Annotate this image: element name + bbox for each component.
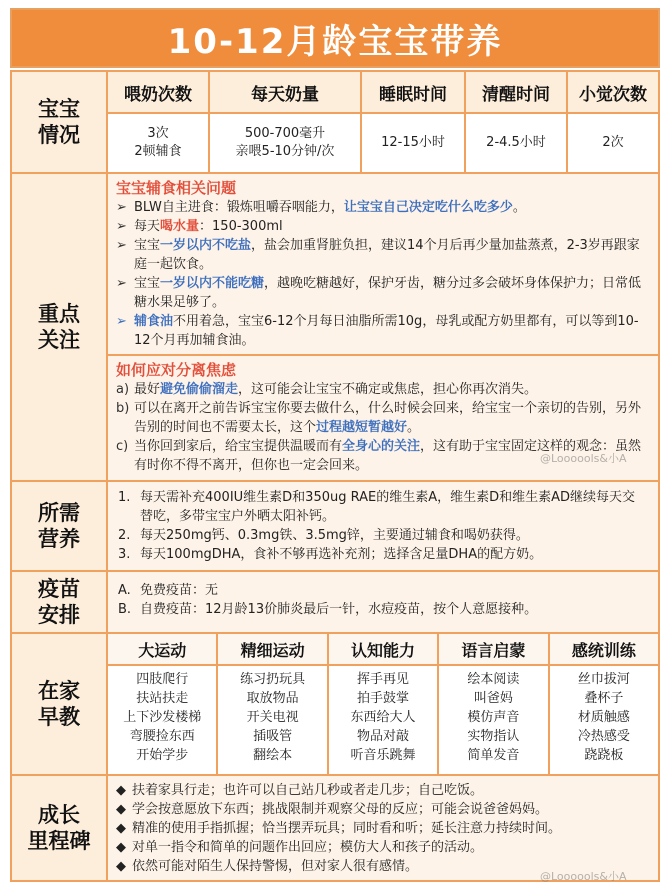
milestones-content bbox=[108, 776, 658, 880]
separation-item: a) 最好避免偷偷溜走，这可能会让宝宝不确定或焦虑，担心你再次消失。 bbox=[116, 382, 538, 397]
education-column-head: 认知能力 bbox=[329, 634, 437, 666]
focus-row bbox=[12, 174, 658, 482]
education-column-head: 大运动 bbox=[108, 634, 216, 666]
nutrition-row bbox=[12, 482, 658, 572]
status-value-row bbox=[108, 114, 658, 172]
feeding-bullet: ➢ BLW自主进食：锻炼咀嚼吞咽能力，让宝宝自己决定吃什么吃多少。 bbox=[116, 200, 526, 215]
status-value: 2次 bbox=[602, 135, 624, 150]
arrow-bullet-icon: ➢ bbox=[116, 276, 127, 291]
vaccine-row bbox=[12, 572, 658, 634]
status-table bbox=[108, 72, 658, 172]
status-value: 12-15小时 bbox=[362, 114, 466, 172]
milestone-item: ◆ 扶着家具行走；也许可以自己站几秒或者走几步；自己吃饭。 bbox=[116, 783, 484, 798]
status-value: 2-4.5小时 bbox=[466, 114, 568, 172]
status-header-row bbox=[108, 72, 658, 114]
nutrition-content bbox=[108, 482, 658, 570]
education-column-head: 语言启蒙 bbox=[439, 634, 547, 666]
education-item: 翻绘本 bbox=[253, 748, 293, 763]
feeding-section bbox=[108, 174, 658, 356]
feeding-bullet: ➢ 辅食油不用着急，宝宝6-12个月每日油脂所需10g，母乳或配方奶里都有，可以等到10-12个月再加辅食油。 bbox=[116, 314, 639, 348]
education-item: 练习扔玩具 bbox=[240, 672, 306, 687]
status-header: 清醒时间 bbox=[466, 72, 568, 112]
education-item: 听音乐跳舞 bbox=[350, 748, 416, 763]
status-value: 3次 2顿辅食 bbox=[108, 114, 210, 172]
status-value: 500-700毫升 亲喂5-10分钟/次 bbox=[210, 114, 362, 172]
arrow-bullet-icon: ➢ bbox=[116, 219, 127, 234]
milestones-row bbox=[12, 776, 658, 880]
vaccine-label: 疫苗 安排 bbox=[12, 572, 108, 632]
nutrition-item: 1. 每天需补充400IU维生素D和350ug RAE的维生素A，维生素D和维生素AD继续每天交替吃，多带宝宝户外晒太阳补钙。 bbox=[118, 490, 636, 524]
education-content bbox=[108, 634, 658, 774]
feeding-bullet: ➢ 每天喝水量：150-300ml bbox=[116, 219, 283, 234]
separation-item: b) 可以在离开之前告诉宝宝你要去做什么，什么时候会回来，给宝宝一个亲切的告别，另外告别的时间也不需要太长，这个过程越短暂越好。 bbox=[116, 401, 642, 435]
nutrition-item: 3. 每天100mgDHA，食补不够再选补充剂；选择含足量DHA的配方奶。 bbox=[118, 547, 543, 562]
education-column bbox=[439, 634, 549, 774]
focus-label: 重点 关注 bbox=[12, 174, 108, 480]
diamond-bullet-icon: ◆ bbox=[116, 840, 126, 855]
vaccine-content bbox=[108, 572, 658, 632]
status-label: 宝宝 情况 bbox=[12, 72, 108, 172]
education-item: 简单发音 bbox=[467, 748, 520, 763]
education-item: 材质触感 bbox=[577, 710, 630, 725]
milestone-item: ◆ 精准的使用手指抓握；恰当摆弄玩具；同时看和听；延长注意力持续时间。 bbox=[116, 821, 562, 836]
education-item: 叫爸妈 bbox=[473, 691, 513, 706]
status-header: 睡眠时间 bbox=[362, 72, 466, 112]
education-item: 插吸管 bbox=[253, 729, 293, 744]
education-column-head: 精细运动 bbox=[218, 634, 326, 666]
info-grid bbox=[10, 70, 660, 882]
vaccine-item: A. 免费疫苗：无 bbox=[118, 583, 219, 598]
status-row bbox=[12, 72, 658, 174]
feeding-bullet: ➢ 宝宝一岁以内不能吃糖，越晚吃糖越好，保护牙齿，糖分过多会破坏身体保护力；日常低糖水果足够了。 bbox=[116, 276, 642, 310]
diamond-bullet-icon: ◆ bbox=[116, 859, 126, 874]
education-item: 上下沙发楼梯 bbox=[123, 710, 202, 725]
separation-title: 如何应对分离焦虑 bbox=[116, 361, 237, 379]
page-title: 10-12月龄宝宝带养 bbox=[10, 8, 660, 68]
milestone-item: ◆ 学会按意愿放下东西；挑战限制并观察父母的反应；可能会说爸爸妈妈。 bbox=[116, 802, 549, 817]
education-item: 实物指认 bbox=[467, 729, 520, 744]
education-item: 叠杯子 bbox=[584, 691, 624, 706]
education-item: 扶站扶走 bbox=[136, 691, 189, 706]
education-item: 取放物品 bbox=[246, 691, 299, 706]
arrow-bullet-icon: ➢ bbox=[116, 314, 127, 329]
status-header: 喂奶次数 bbox=[108, 72, 210, 112]
education-item: 四肢爬行 bbox=[136, 672, 189, 687]
education-column bbox=[218, 634, 328, 774]
arrow-bullet-icon: ➢ bbox=[116, 200, 127, 215]
education-item: 挥手再见 bbox=[357, 672, 410, 687]
focus-content bbox=[108, 174, 658, 480]
feeding-title: 宝宝辅食相关问题 bbox=[116, 179, 237, 197]
nutrition-list bbox=[108, 482, 658, 570]
education-item: 跷跷板 bbox=[584, 748, 624, 763]
education-column bbox=[329, 634, 439, 774]
milestone-item: ◆ 依然可能对陌生人保持警惕，但对家人很有感情。 bbox=[116, 859, 419, 874]
diamond-bullet-icon: ◆ bbox=[116, 783, 126, 798]
education-item: 弯腰捡东西 bbox=[129, 729, 195, 744]
nutrition-item: 2. 每天250mg钙、0.3mg铁、3.5mg锌，主要通过辅食和喝奶获得。 bbox=[118, 528, 529, 543]
diamond-bullet-icon: ◆ bbox=[116, 821, 126, 836]
education-label: 在家 早教 bbox=[12, 634, 108, 774]
feeding-bullet: ➢ 宝宝一岁以内不吃盐，盐会加重肾脏负担，建议14个月后再少量加盐蒸煮，2-3岁再跟家庭一起饮食。 bbox=[116, 238, 640, 272]
education-item: 开始学步 bbox=[136, 748, 189, 763]
watermark: @Loooools&小A bbox=[540, 452, 627, 465]
education-item: 东西给大人 bbox=[350, 710, 416, 725]
vaccine-item: B. 自费疫苗：12月龄13价肺炎最后一针，水痘疫苗，按个人意愿接种。 bbox=[118, 602, 538, 617]
vaccine-list bbox=[108, 572, 658, 632]
status-content bbox=[108, 72, 658, 172]
milestones-list bbox=[108, 776, 658, 880]
education-column bbox=[550, 634, 658, 774]
separation-item: c) 当你回到家后，给宝宝提供温暖而有全身心的关注，这有助于宝宝固定这样的观念：虽然有时你不得不离开，但你也一定会回来。 bbox=[116, 439, 642, 473]
milestones-label: 成长 里程碑 bbox=[12, 776, 108, 880]
education-item: 丝巾拔河 bbox=[577, 672, 630, 687]
education-table bbox=[108, 634, 658, 774]
education-item: 绘本阅读 bbox=[467, 672, 520, 687]
status-header: 小觉次数 bbox=[579, 84, 647, 105]
education-item: 物品对敲 bbox=[357, 729, 410, 744]
status-header: 每天奶量 bbox=[210, 72, 362, 112]
education-item: 开关电视 bbox=[246, 710, 299, 725]
education-row bbox=[12, 634, 658, 776]
diamond-bullet-icon: ◆ bbox=[116, 802, 126, 817]
education-item: 模仿声音 bbox=[467, 710, 520, 725]
nutrition-label: 所需 营养 bbox=[12, 482, 108, 570]
education-item: 冷热感受 bbox=[577, 729, 630, 744]
education-column bbox=[108, 634, 218, 774]
watermark: @Loooools&小A bbox=[540, 870, 627, 883]
education-column-head: 感统训练 bbox=[550, 634, 658, 666]
arrow-bullet-icon: ➢ bbox=[116, 238, 127, 253]
education-item: 拍手鼓掌 bbox=[357, 691, 410, 706]
milestone-item: ◆ 对单一指令和简单的问题作出回应；模仿大人和孩子的活动。 bbox=[116, 840, 484, 855]
